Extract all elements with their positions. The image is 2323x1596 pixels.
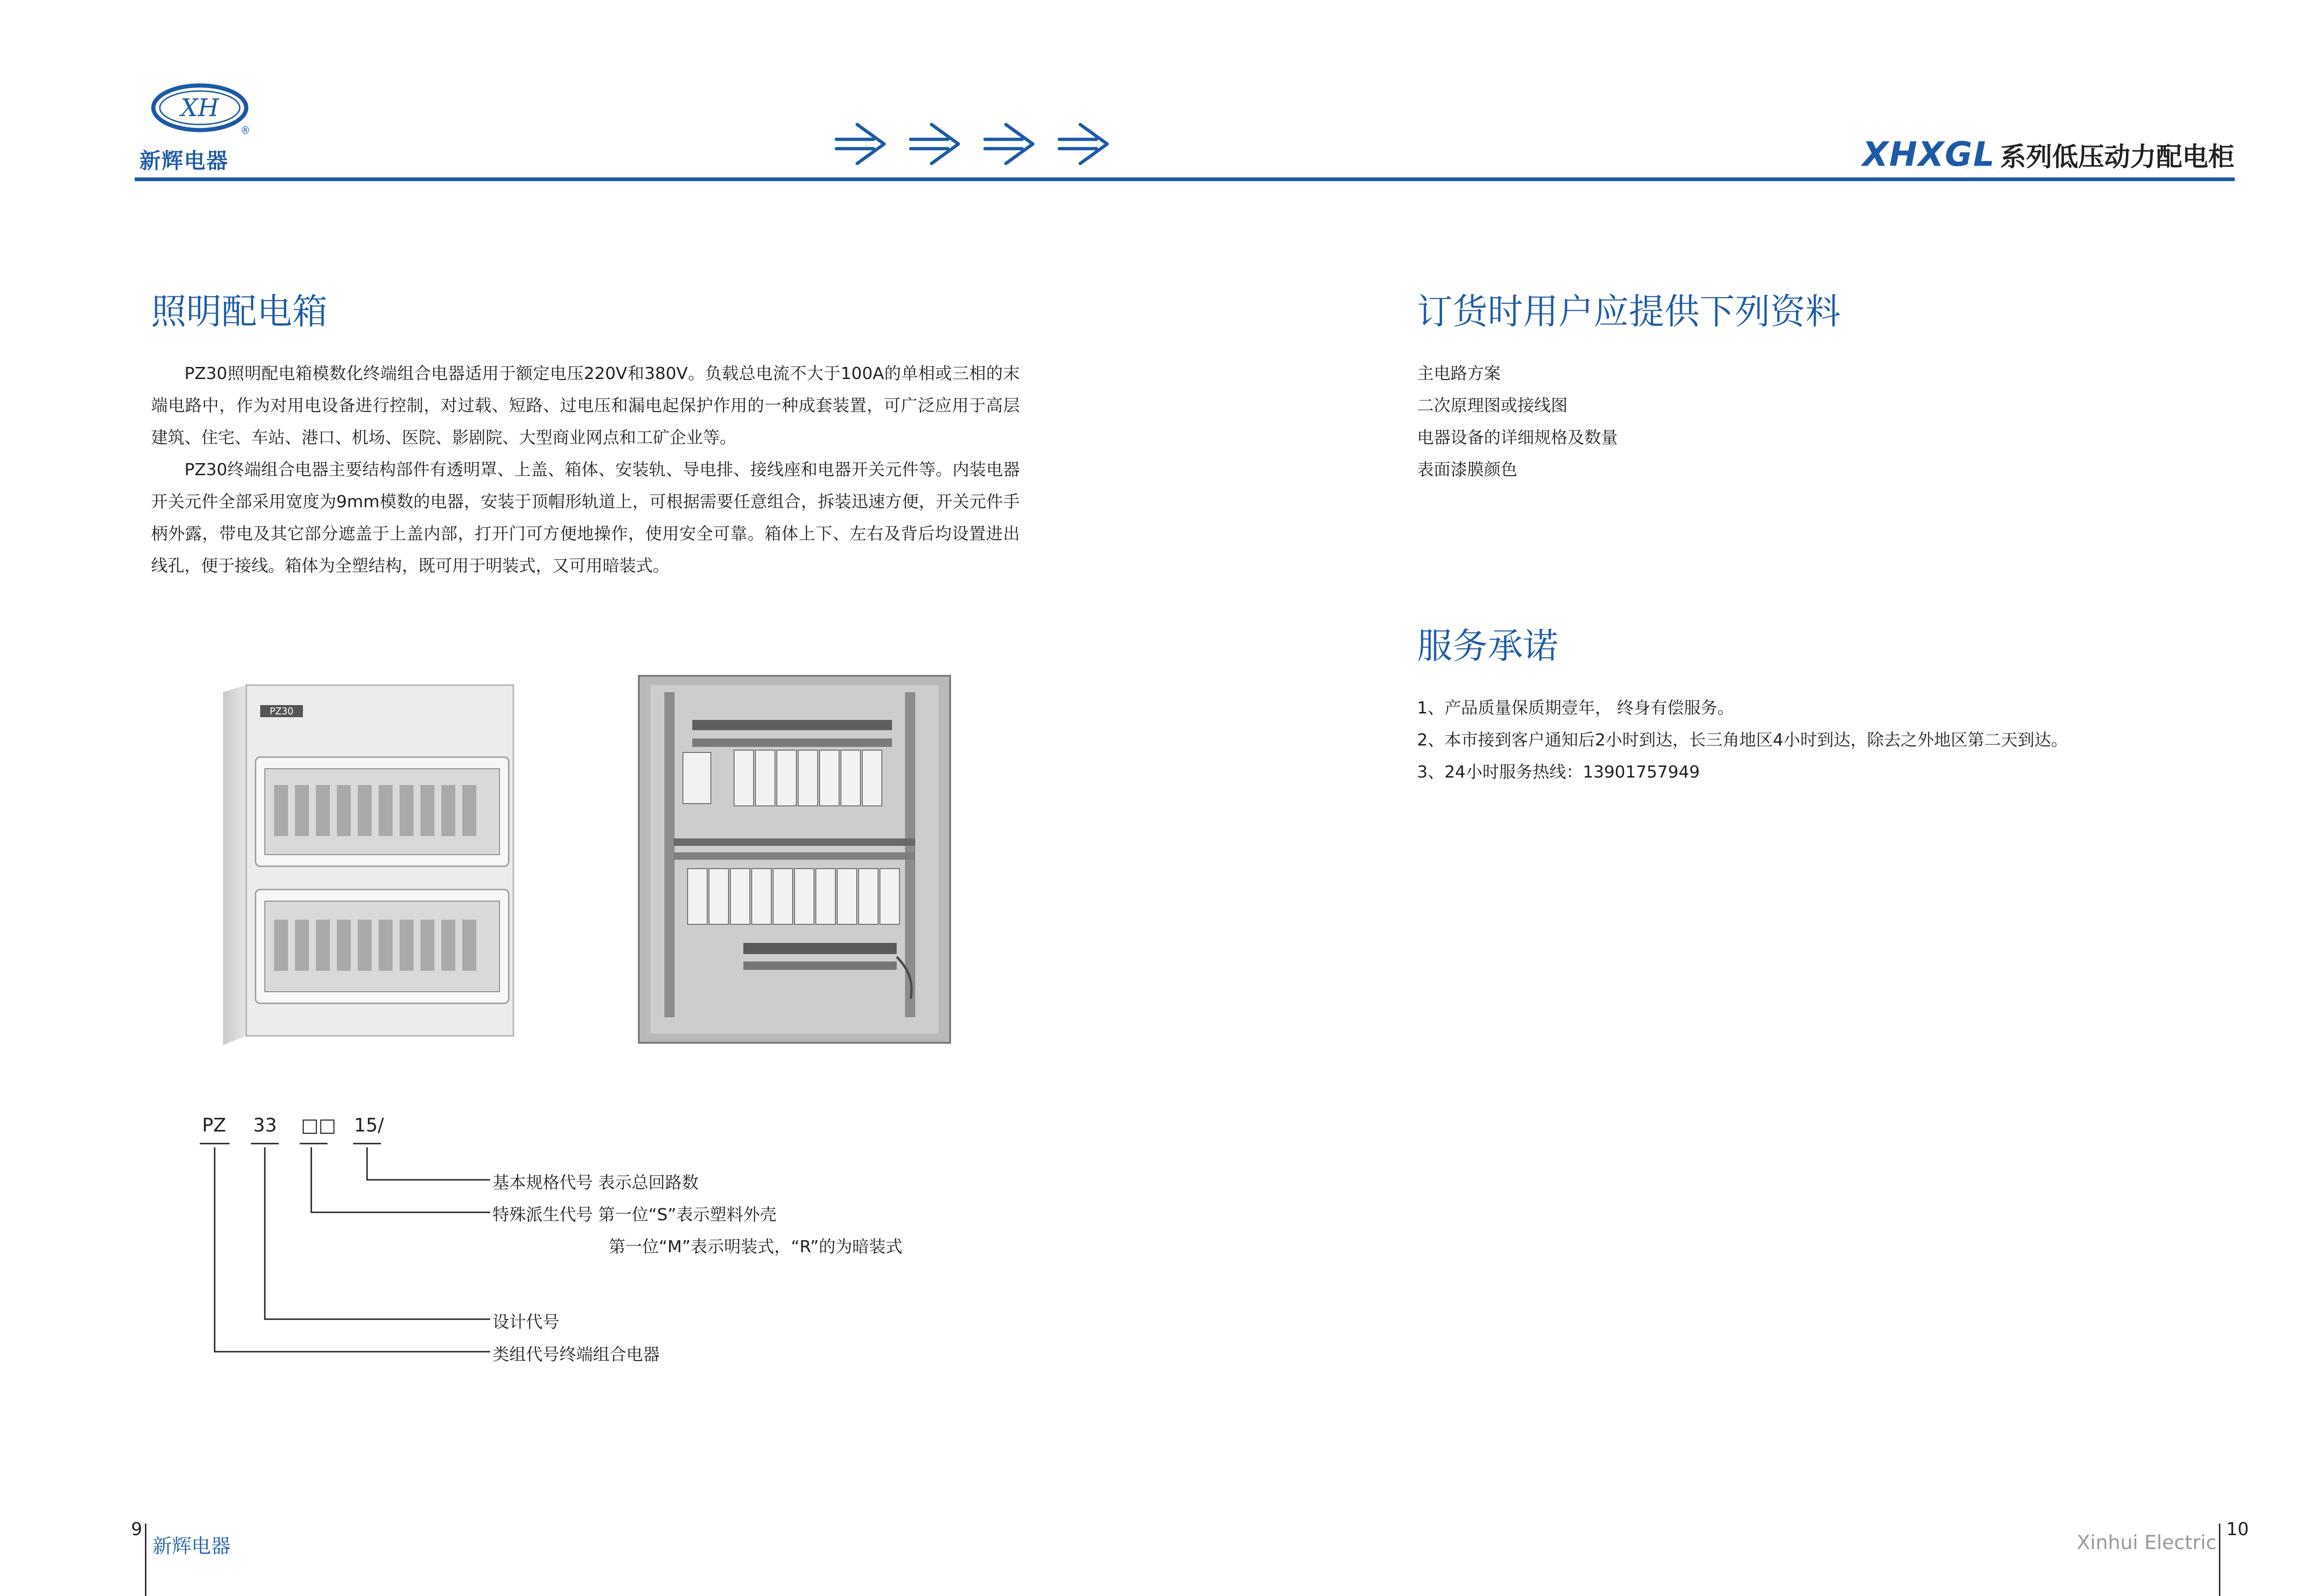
arrow-decoration-icon [834, 120, 1122, 171]
header-divider [135, 177, 2235, 181]
code-part-category: PZ [202, 1115, 226, 1136]
list-item: 表面漆膜颜色 [1417, 460, 1518, 479]
logo-brand-name: 新辉电器 [139, 148, 229, 173]
desc-basic-spec: 基本规格代号 表示总回路数 [492, 1173, 699, 1192]
intro-paragraph-2: PZ30终端组合电器主要结构部件有透明罩、上盖、箱体、安装轨、导电排、接线座和电器开关元件等。内装电器开关元件全部采用宽度为9mm模数的电器，安装于顶帽形轨道上，可根据需要任意组合，拆装迅速方便，开关元件手柄外露，带电及其它部分遮盖于上盖内部，打开门可方便地操作，使用安全可靠。箱体上下、左右及背后均设置进出线孔，便于接线。箱体为全塑结构，既可用于明装式，又可用暗装式。 [151, 460, 1020, 576]
section-title-lighting-box: 照明配电箱 [151, 291, 328, 332]
section-title-order-info: 订货时用户应提供下列资料 [1417, 291, 1841, 332]
desc-mounting-type: 第一位“M”表示明装式，“R”的为暗装式 [609, 1237, 903, 1256]
product-photo-closed-cabinet [214, 650, 530, 1059]
logo-registered-mark: ® [240, 125, 250, 135]
code-part-spec: 15/ [354, 1115, 384, 1136]
company-logo [139, 74, 260, 173]
logo-monogram: XH [180, 94, 219, 122]
footer-divider-left [145, 1524, 146, 1596]
cabinet-nameplate: PZ30 [269, 706, 294, 717]
service-commitment-list [1417, 692, 2068, 788]
page-number-right: 10 [2226, 1519, 2249, 1539]
list-item: 电器设备的详细规格及数量 [1417, 428, 1618, 447]
code-part-derivative: □□ [301, 1115, 336, 1136]
desc-category-code: 类组代号终端组合电器 [492, 1345, 660, 1364]
footer-brand-right: Xinhui Electric [2077, 1531, 2217, 1554]
product-photo-cabinet-interior [637, 674, 952, 1045]
desc-special-derivative: 特殊派生代号 第一位“S”表示塑料外壳 [492, 1205, 777, 1224]
list-item: 二次原理图或接线图 [1417, 396, 1568, 415]
intro-paragraph-1: PZ30照明配电箱模数化终端组合电器适用于额定电压220V和380V。负载总电流不大于100A的单相或三相的末端电路中，作为对用电设备进行控制，对过载、短路、过电压和漏电起保护作用的一种成套装置，可广泛应用于高层建筑、住宅、车站、港口、机场、医院、影剧院、大型商业网点和工矿企业等。 [151, 364, 1020, 447]
footer-brand-left: 新辉电器 [152, 1535, 231, 1557]
code-part-design: 33 [253, 1115, 277, 1136]
footer-divider-right [2219, 1524, 2220, 1596]
series-code: XHXGL [1862, 135, 1995, 174]
list-item: 2、本市接到客户通知后2小时到达，长三角地区4小时到达，除去之外地区第二天到达。 [1417, 731, 2068, 750]
list-item: 主电路方案 [1417, 364, 1501, 383]
page-number-left: 9 [131, 1519, 143, 1539]
section-title-service: 服务承诺 [1417, 625, 1558, 667]
series-name: 系列低压动力配电柜 [2000, 142, 2234, 172]
series-title [1863, 135, 2234, 174]
desc-design-code: 设计代号 [492, 1313, 560, 1332]
list-item: 3、24小时服务热线：13901757949 [1417, 763, 1700, 782]
model-code-diagram [186, 1115, 1022, 1375]
logo-emblem-icon [149, 79, 251, 135]
order-info-list [1417, 358, 1618, 486]
intro-text [151, 358, 1020, 582]
list-item: 1、产品质量保质期壹年， 终身有偿服务。 [1417, 699, 1734, 718]
